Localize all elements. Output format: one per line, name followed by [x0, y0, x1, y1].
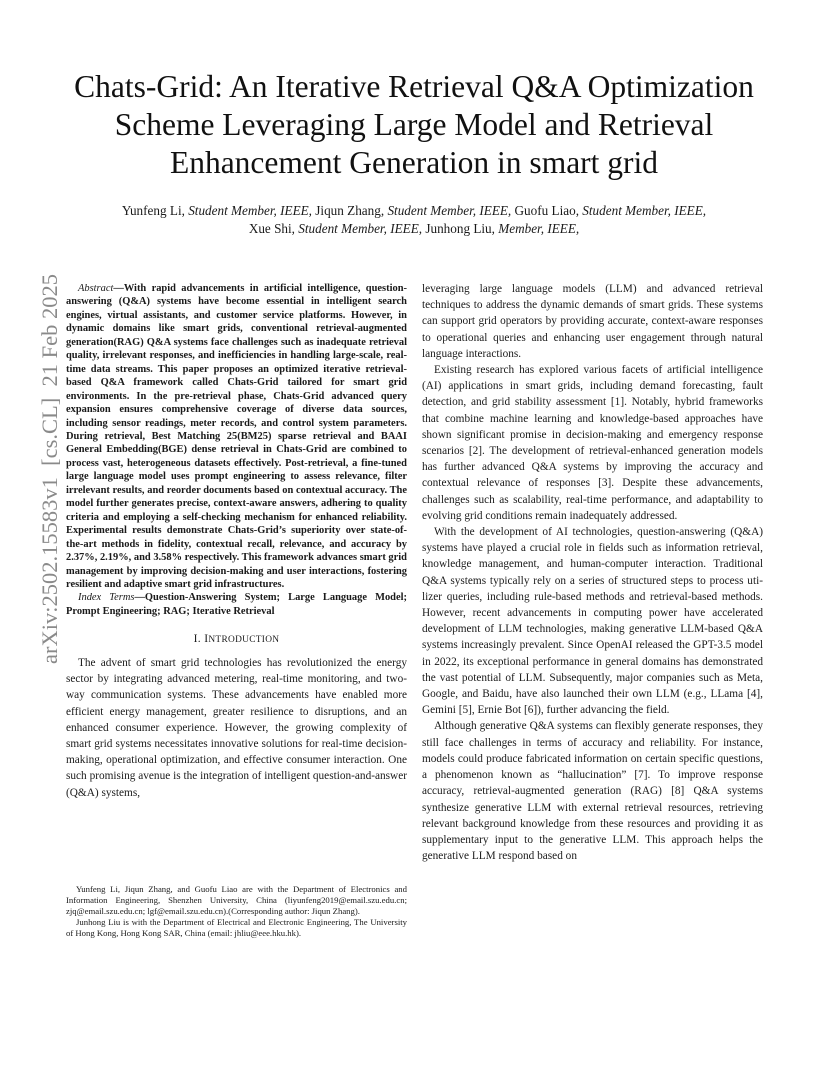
intro-left-body: [66, 655, 407, 801]
section-heading: [66, 631, 407, 649]
author-list: [40, 202, 788, 238]
author-name: Junhong Liu,: [425, 221, 495, 236]
footnotes: [66, 884, 407, 939]
arxiv-stamp: [26, 274, 62, 676]
footnote: Yunfeng Li, Jiqun Zhang, and Guofu Liao are with the Department of Electronics and Information Engineering, Shenzhen University, China (liyunfeng2019@email.szu.edu.cn; zjq@email.szu.edu.cn; lgf@email.szu.edu.cn).(Corresponding author: Jiqun Zhang).: [66, 884, 407, 917]
abstract-paragraph: [66, 282, 407, 591]
body-paragraph: The advent of smart grid technologies has revolutionized the energy sector by integrating advanced metering, real-time monitoring, and two-way communication systems. These advancements have enabled more efficient energy management, greater resilience to disruptions, and an enhanced consumer experience. However, the growing complexity of smart grid systems necessitates innovative solutions for real-time decision-making, operational optimization, and effective consumer interaction. One such promising avenue is the integration of intelligent question-and-answer (Q&A) systems,: [66, 657, 407, 799]
author-affil: Student Member, IEEE,: [387, 203, 512, 218]
index-terms-text: —Question-Answering System; Large Language Model; Prompt Engineering; RAG; Iterative Retrieval: [66, 592, 407, 617]
index-terms-label: Index Terms: [78, 592, 135, 604]
author-line-2: [40, 220, 788, 238]
author-name: Yunfeng Li,: [121, 203, 185, 218]
footnote: Junhong Liu is with the Department of Electrical and Electronic Engineering, The University of Hong Kong, Hong Kong SAR, China (email: jhliu@eee.hku.hk).: [66, 917, 407, 939]
author-name: Jiqun Zhang,: [315, 203, 385, 218]
section-number: I.: [193, 632, 201, 646]
author-affil: Student Member, IEEE,: [582, 203, 707, 218]
author-affil: Member, IEEE,: [498, 221, 580, 236]
author-line-1: [40, 202, 788, 220]
section-title-rest: NTRODUCTION: [208, 635, 280, 646]
paper-title: Chats-Grid: An Iterative Retrieval Q&A Optimization Scheme Leveraging Large Model and Retrieval Enhancement Generation in smart grid: [74, 69, 754, 180]
author-name: Xue Shi,: [248, 221, 295, 236]
body-paragraph: Although generative Q&A systems can flexibly generate responses, they still face challenges in terms of accuracy and reliability. For instance, models could produce fabricated information on certain specific questions, a phenomenon known as “hallucination” [7]. To improve response accuracy, retrieval-augmented generation (RAG) [8] Q&A systems synthesize generative LLM with external retrieval resources, retrieving relevant background knowledge from these resources and providing it as supplementary input to the generative LLM. This approach helps the generative LLM respond based on: [422, 720, 763, 863]
left-column: [66, 282, 407, 801]
body-paragraph: leveraging large language models (LLM) and advanced retrieval techniques to address the dynamic demands of smart grids. These systems can support grid operators by providing accurate, context-aware responses to operational queries and enhancing user engagement through natural language interactions.: [422, 283, 763, 360]
abstract-text: —With rapid advancements in artificial intelligence, question-answering (Q&A) systems have become essential in intelligent search engines, virtual assistants, and customer service platforms. However, in dynamic domains like smart grids, conventional retrieval-augmented generation(RAG) Q&A systems face challenges such as inadequate retrieval quality, irrelevant responses, and inefficiencies in handling large-scale, real-time data streams. This paper proposes an optimized iterative retrieval-based Q&A framework called Chats-Grid tailored for smart grid environments. In the pre-retrieval phase, Chats-Grid advanced query expansion ensures comprehensive coverage of diverse data sources, including sensor readings, meter records, and control system parameters. During retrieval, Best Matching 25(BM25) sparse retrieval and BAAI General Embedding(BGE) dense retrieval in Chats-Grid are combined to process vast, heterogeneous datasets effectively. Post-retrieval, a fine-tuned large language model uses prompt engineering to assess relevance, filter irrelevant results, and reorder documents based on contextual accuracy. The model further generates precise, context-aware answers, adhering to quality criteria and employing a self-checking mechanism for enhanced reliability. Experimental results demonstrate Chats-Grid’s superiority over state-of-the-art methods in fidelity, contextual recall, relevance, and accuracy by 2.37%, 2.19%, and 3.58% respectively. This framework advances smart grid management by improving decision-making and user interactions, fostering resilient and adaptive smart grid infrastructures.: [66, 283, 407, 590]
author-name: Guofu Liao,: [514, 203, 579, 218]
body-paragraph: Existing research has explored various facets of artificial intelligence (AI) applications in smart grids, including demand forecasting, fault detection, and grid stability assessment [1]. Notably, hybrid frameworks that combine machine learning and knowledge-based approaches have shown significant promise in decision-making and emergency response scenarios [2]. The development of retrieval-enhanced generation models has further advanced Q&A systems by improving the accuracy and contextual relevance of responses [3]. Despite these advancements, challenges such as scalability, real-time performance, and adaptability to evolving grid conditions remain inadequately addressed.: [422, 364, 763, 522]
abstract-label: Abstract: [78, 283, 114, 294]
right-column: [422, 281, 763, 864]
author-affil: Student Member, IEEE,: [188, 203, 312, 218]
section-title-initial: I: [204, 632, 209, 646]
index-terms: [66, 591, 407, 618]
author-affil: Student Member, IEEE,: [298, 221, 423, 236]
abstract: [66, 282, 407, 618]
arxiv-stamp-text: arXiv:2502.15583v1 [cs.CL] 21 Feb 2025: [37, 274, 62, 664]
body-paragraph: With the development of AI technologies, question-answering (Q&A) systems have played a crucial role in fields such as information retrieval, knowledge management, and human-computer interaction. Traditional Q&A systems typically rely on a series of structured steps to process utilizer queries, including rule-based methods and retrieval-based methods. However, recent advancements in computing power have accelerated development of LLM technologies, making generative LLM-based Q&A systems increasingly prevalent. Since OpenAI released the GPT-3.5 model in 2022, its exceptional performance in general domains has demonstrated the vast potential of LLM. Subsequently, major companies such as Meta, Google, and Baidu, have also launched their own LLM (e.g., LLama [4], Gemini [5], Ernie Bot [6]), further advancing the field.: [422, 526, 763, 717]
